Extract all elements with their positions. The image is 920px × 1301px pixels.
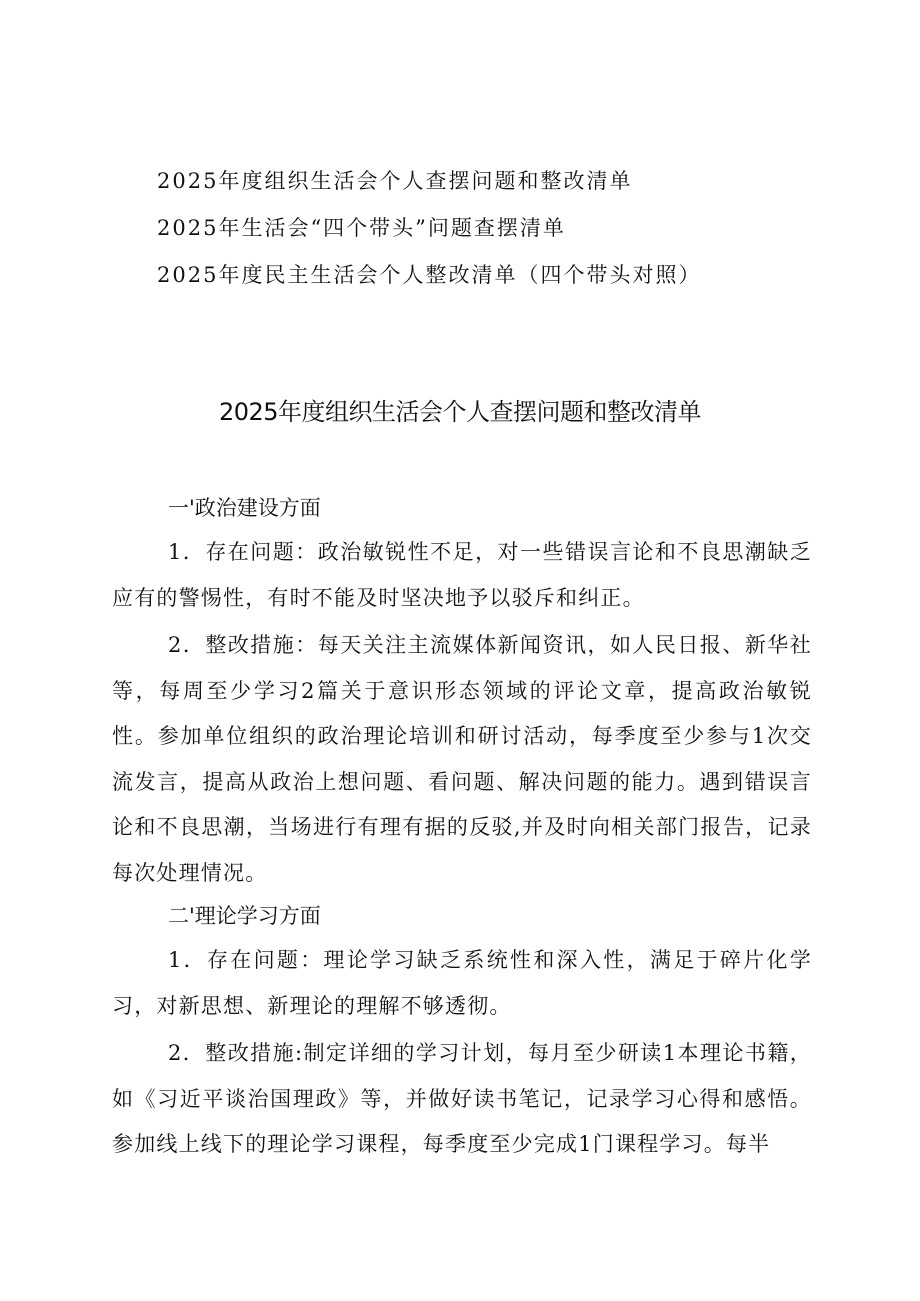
paragraph-measures: 2．整改措施：每天关注主流媒体新闻资讯，如人民日报、新华社等，每周至少学习2篇关于意识形态领域的评论文章，提高政治敏锐性。参加单位组织的政治理论培训和研讨活动，每季度至少参与1次交流发言，提高从政治上想问题、看问题、解决问题的能力。遇到错误言论和不良思潮，当场进行有理有据的反驳,并及时向相关部门报告，记录每次处理情况。 bbox=[112, 633, 812, 885]
paragraph-problem: 1．存在问题：理论学习缺乏系统性和深入性，满足于碎片化学习，对新思想、新理论的理解不够透彻。 bbox=[112, 948, 812, 1018]
paragraph-measures: 2．整改措施:制定详细的学习计划，每月至少研读1本理论书籍，如《习近平谈治国理政》等，并做好读书笔记，记录学习心得和感悟。参加线上线下的理论学习课程，每季度至少完成1门课程学习。每半 bbox=[112, 1041, 812, 1156]
section-heading-theory: 二'理论学习方面 bbox=[168, 904, 321, 928]
toc-item: 2025年度组织生活会个人查摆问题和整改清单 bbox=[157, 169, 633, 193]
section-heading-political: 一'政治建设方面 bbox=[168, 496, 321, 520]
toc-item: 2025年度民主生活会个人整改清单（四个带头对照） bbox=[157, 263, 702, 287]
toc-item: 2025年生活会“四个带头”问题查摆清单 bbox=[157, 216, 566, 240]
document-body bbox=[112, 490, 812, 1170]
paragraph-problem: 1．存在问题：政治敏锐性不足，对一些错误言论和不良思潮缺乏应有的警惕性，有时不能及时坚决地予以驳斥和纠正。 bbox=[112, 540, 812, 610]
document-title: 2025年度组织生活会个人查摆问题和整改清单 bbox=[218, 398, 702, 426]
table-of-contents bbox=[157, 158, 857, 299]
